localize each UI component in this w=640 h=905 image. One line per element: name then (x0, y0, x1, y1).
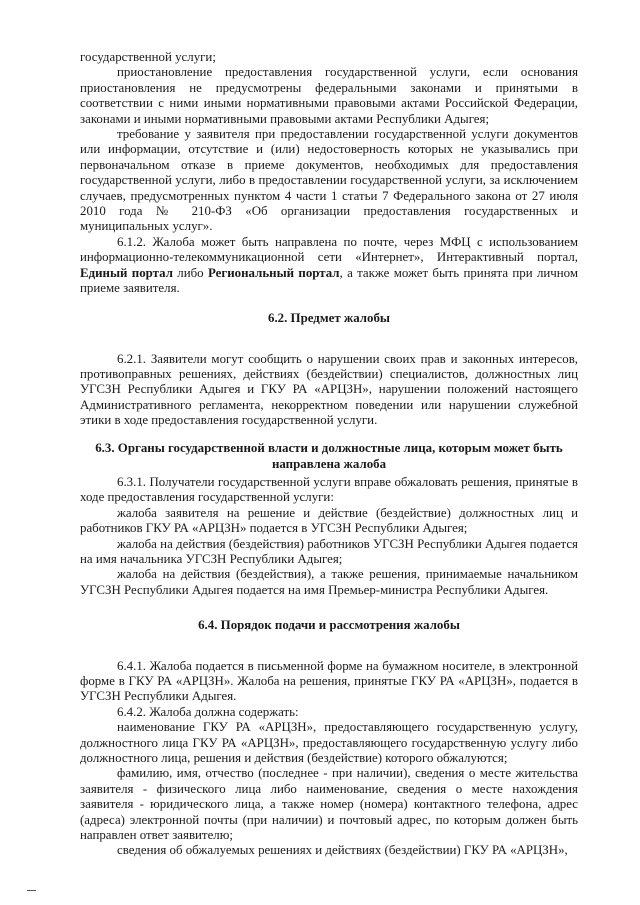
paragraph-requirement: требование у заявителя при предоставлении государственной услуги документов или информации, отсутствие и (или) недостоверность которых не указывались при первоначальном отказе в приеме документов, необходимых для предоставления государственной услуги, либо в предоставлении государственной услуги, за исключением случаев, предусмотренных пунктом 4 части 1 статьи 7 Федерального закона от 27 июля 2010 года № 210-ФЗ «Об организации предоставления государственных и муниципальных услуг». (80, 127, 578, 234)
section-6-2 (80, 311, 578, 429)
paragraph-6-3-complaint-3: жалоба на действия (бездействия), а также решения, принимаемые начальником УГСЗН Республики Адыгея подается на имя Премьер-министра Республики Адыгея. (80, 567, 578, 597)
paragraph-6-2-1: 6.2.1. Заявители могут сообщить о нарушении своих прав и законных интересов, противоправных решениях, действиях (бездействии) специалистов, должностных лиц УГСЗН Республики Адыгея и ГКУ РА «АРЦЗН», нарушении положений настоящего Административного регламента, некорректном поведении или нарушении служебной этики в ходе предоставления государственной услуги. (80, 351, 578, 428)
section-6-3 (80, 441, 578, 598)
page-edge-mark (27, 890, 36, 891)
heading-6-4: 6.4. Порядок подачи и рассмотрения жалобы (198, 618, 460, 632)
paragraph-6-4-1: 6.4.1. Жалоба подается в письменной форме на бумажном носителе, в электронной форме в ГКУ РА «АРЦЗН». Жалоба на решения, принятые ГКУ РА «АРЦЗН», подается в УГСЗН Республики Адыгея. (80, 658, 578, 704)
paragraph-suspension: приостановление предоставления государственной услуги, если основания приостановления не предусмотрены федеральными законами и принятыми в соответствии с ними иными нормативными правовыми актами Российской Федерации, законами и иными нормативными правовыми актами Республики Адыгея; (80, 65, 578, 126)
text-part: 6.1.2. Жалоба может быть направлена по почте, через МФЦ с использованием информационно-телекоммуникационной сети «Интернет», Интерактивный портал, (80, 234, 578, 265)
paragraph-6-3-complaint-1: жалоба заявителя на решение и действие (бездействие) должностных лиц и работников ГКУ РА «АРЦЗН» подается в УГСЗН Республики Адыгея; (80, 505, 578, 536)
paragraph-6-4-2: 6.4.2. Жалоба должна содержать: (117, 704, 299, 719)
heading-6-3-line2: направлена жалоба (271, 456, 387, 471)
paragraph-6-3-1: 6.3.1. Получатели государственной услуги вправе обжаловать решения, принятые в ходе предоставления государственной услуги: (80, 475, 578, 505)
text-part: , а также может быть принята при личном приеме заявителя. (80, 265, 579, 296)
paragraph-6-4-item-info: сведения об обжалуемых решениях и действиях (бездействии) ГКУ РА «АРЦЗН», (117, 843, 568, 858)
bold-unified-portal: Единый портал (80, 265, 173, 280)
paragraph-6-4-item-fio: фамилию, имя, отчество (последнее - при наличии), сведения о месте жительства заявителя - физического лица либо наименование, сведения о месте нахождения заявителя - юридического лица, а также номер (номера) контактного телефона, адрес (адреса) электронной почты (при наличии) и почтовый адрес, по которым должен быть направлен ответ заявителю; (80, 766, 578, 842)
paragraph-continuation: государственной услуги; (80, 50, 216, 64)
block-top (80, 50, 578, 297)
heading-6-3-line1: 6.3. Органы государственной власти и должностные лица, которым может быть (95, 441, 563, 455)
section-6-4 (80, 618, 578, 859)
text-part: либо (172, 265, 208, 280)
bold-regional-portal: Региональный портал (207, 265, 340, 280)
paragraph-6-4-item-name: наименование ГКУ РА «АРЦЗН», предоставляющего государственную услугу, должностного лица ГКУ РА «АРЦЗН», предоставляющего государственную услугу либо должностного лица, решения и действия (бездействие) которого обжалуются; (80, 720, 578, 765)
heading-6-2: 6.2. Предмет жалобы (268, 311, 390, 325)
paragraph-6-1-2 (80, 235, 578, 297)
paragraph-6-3-complaint-2: жалоба на действия (бездействия) работников УГСЗН Республики Адыгея подается на имя начальника УГСЗН Республики Адыгея; (80, 536, 578, 567)
